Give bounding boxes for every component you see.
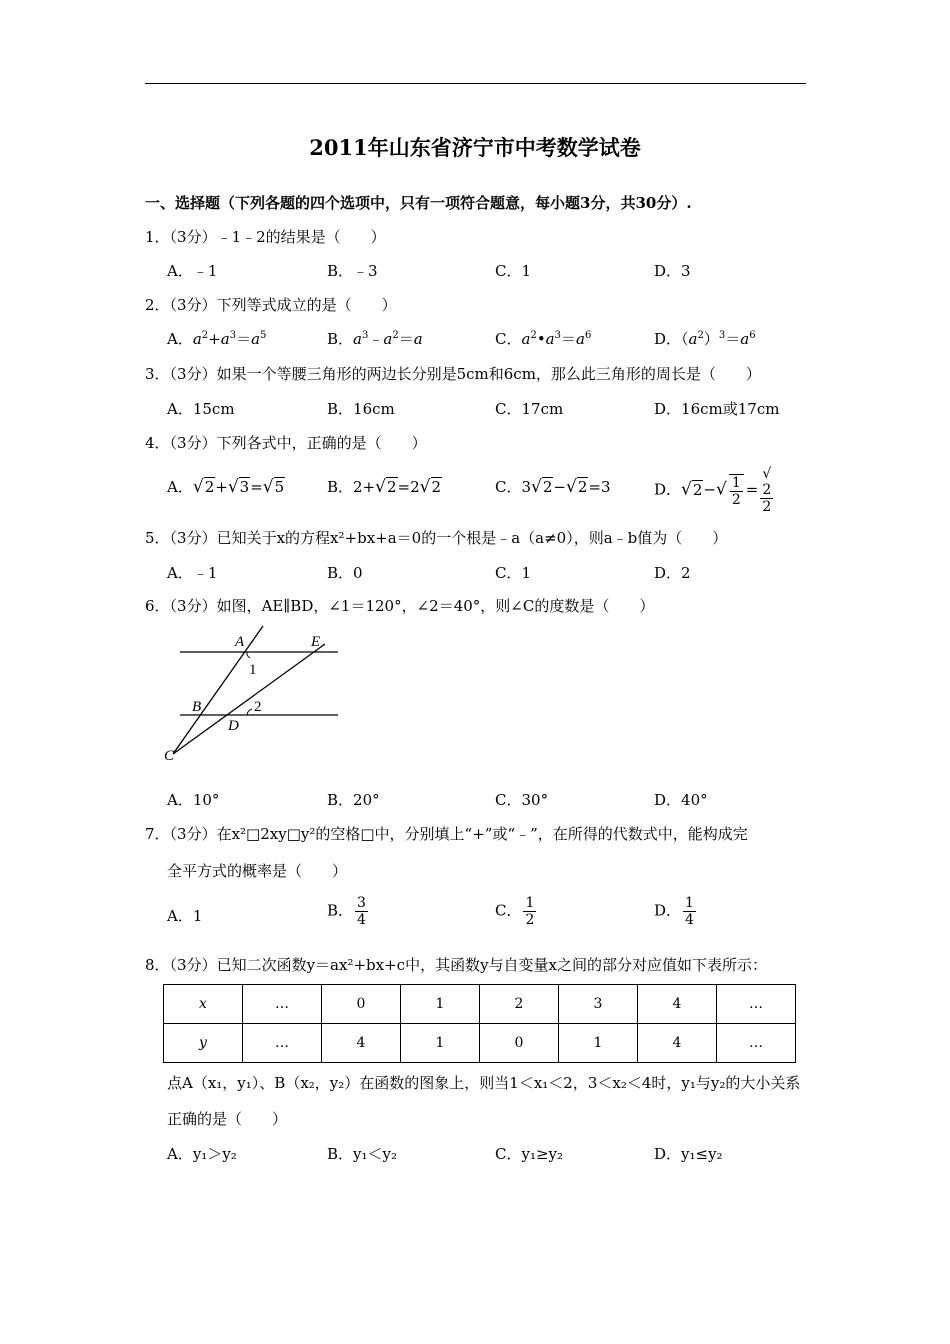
table-cell: 4 — [638, 1024, 717, 1063]
q8-option-c: C．y₁≥y₂ — [495, 1145, 564, 1163]
table-cell: … — [243, 985, 322, 1024]
q2-stem: 2．（3分）下列等式成立的是（ ） — [145, 296, 397, 314]
q3-option-d: D．16cm或17cm — [654, 400, 780, 418]
label-b: B — [192, 699, 202, 715]
q7-stem-line2: 全平方式的概率是（ ） — [167, 862, 348, 880]
q5-option-c: C．1 — [495, 564, 532, 582]
q1-option-d: D．3 — [654, 262, 691, 280]
label-e: E — [311, 634, 321, 650]
table-cell: 1 — [401, 985, 480, 1024]
q2-option-b: B．$a^3﹣a^2=a$ — [327, 330, 423, 348]
angle-2-arc — [247, 709, 252, 715]
table-cell: … — [717, 1024, 796, 1063]
q2-option-d: D．$(a^2)^3=a^6$ — [654, 330, 756, 348]
section-heading: 一、选择题（下列各题的四个选项中，只有一项符合题意，每小题3分，共30分）. — [145, 194, 692, 212]
q6-geometry-figure — [160, 620, 350, 765]
table-cell: x — [164, 985, 243, 1024]
q1-option-c: C．1 — [495, 262, 532, 280]
q8-stem: 8．（3分）已知二次函数y＝ax²+bx+c中，其函数y与自变量x之间的部分对应值如下表所示： — [145, 956, 768, 974]
q6-option-d: D．40° — [654, 791, 708, 809]
q6-option-b: B．20° — [327, 791, 380, 809]
q3-stem: 3．（3分）如果一个等腰三角形的两边长分别是5cm和6cm，那么此三角形的周长是（ ） — [145, 365, 761, 383]
q5-option-b: B．0 — [327, 564, 363, 582]
table-cell: … — [243, 1024, 322, 1063]
q4-option-b: B．2+√2=2√2 — [327, 477, 442, 497]
q7-option-a: A．1 — [167, 907, 203, 925]
table-cell: 4 — [638, 985, 717, 1024]
table-cell: 3 — [559, 985, 638, 1024]
q7-stem-line1: 7．（3分）在x²□2xy□y²的空格□中，分别填上“+”或“﹣”，在所得的代数式中，能构成完 — [145, 825, 748, 843]
table-row — [164, 985, 796, 1024]
table-cell: y — [164, 1024, 243, 1063]
q4-stem: 4．（3分）下列各式中，正确的是（ ） — [145, 434, 427, 452]
q1-option-b: B．﹣3 — [327, 262, 378, 280]
q6-stem: 6．（3分）如图，AE∥BD，∠1＝120°，∠2＝40°，则∠C的度数是（ ） — [145, 597, 655, 615]
q8-option-b: B．y₁＜y₂ — [327, 1145, 397, 1163]
q5-option-d: D．2 — [654, 564, 691, 582]
table-cell: 0 — [322, 985, 401, 1024]
q3-option-a: A．15cm — [167, 400, 235, 418]
q5-option-a: A．﹣1 — [167, 564, 218, 582]
q4-option-c: C．3√2−√2=3 — [495, 477, 611, 497]
q8-value-table — [163, 984, 796, 1063]
q6-option-c: C．30° — [495, 791, 549, 809]
q8-option-d: D．y₁≤y₂ — [654, 1145, 723, 1163]
table-row — [164, 1024, 796, 1063]
table-cell: 1 — [401, 1024, 480, 1063]
q3-option-b: B．16cm — [327, 400, 395, 418]
angle-1-arc — [247, 652, 250, 658]
label-angle-1: 1 — [249, 662, 257, 678]
q7-option-b: B． $\frac{3}{4}$ — [327, 895, 366, 928]
q2-option-a: A．$a^2+a^3=a^5$ — [167, 330, 267, 348]
page-title: 2011年山东省济宁市中考数学试卷 — [309, 135, 641, 160]
table-cell: 1 — [559, 1024, 638, 1063]
table-cell: 0 — [480, 1024, 559, 1063]
q4-option-a: A．√2+√3=√5 — [167, 477, 285, 497]
label-angle-2: 2 — [254, 699, 262, 715]
line-ca — [173, 626, 263, 754]
q3-option-c: C．17cm — [495, 400, 564, 418]
q1-stem: 1．（3分）﹣1﹣2的结果是（ ） — [145, 228, 386, 246]
q5-stem: 5．（3分）已知关于x的方程x²+bx+a＝0的一个根是﹣a（a≠0），则a﹣b值为（ ） — [145, 529, 728, 547]
q7-option-c: C． $\frac{1}{2}$ — [495, 895, 535, 928]
q8-condition-line1: 点A（x₁，y₁）、B（x₂，y₂）在函数的图象上，则当1＜x₁＜2，3＜x₂＜4时，y₁与y₂的大小关系 — [167, 1074, 801, 1092]
q8-option-a: A．y₁＞y₂ — [167, 1145, 237, 1163]
table-cell: … — [717, 985, 796, 1024]
q2-option-c: C．$a^2•a^3=a^6$ — [495, 330, 592, 348]
label-c: C — [164, 748, 175, 764]
table-cell: 2 — [480, 985, 559, 1024]
q4-option-d: D．√2−√ $\frac{1}{2}$ = √ 2 2 — [654, 466, 772, 515]
label-a: A — [235, 634, 245, 650]
q7-option-d: D． $\frac{1}{4}$ — [654, 895, 694, 928]
q1-option-a: A．﹣1 — [167, 262, 218, 280]
q8-condition-line2: 正确的是（ ） — [167, 1110, 288, 1128]
table-cell: 4 — [322, 1024, 401, 1063]
q6-option-a: A．10° — [167, 791, 220, 809]
header-rule — [145, 83, 806, 84]
label-d: D — [228, 718, 239, 734]
